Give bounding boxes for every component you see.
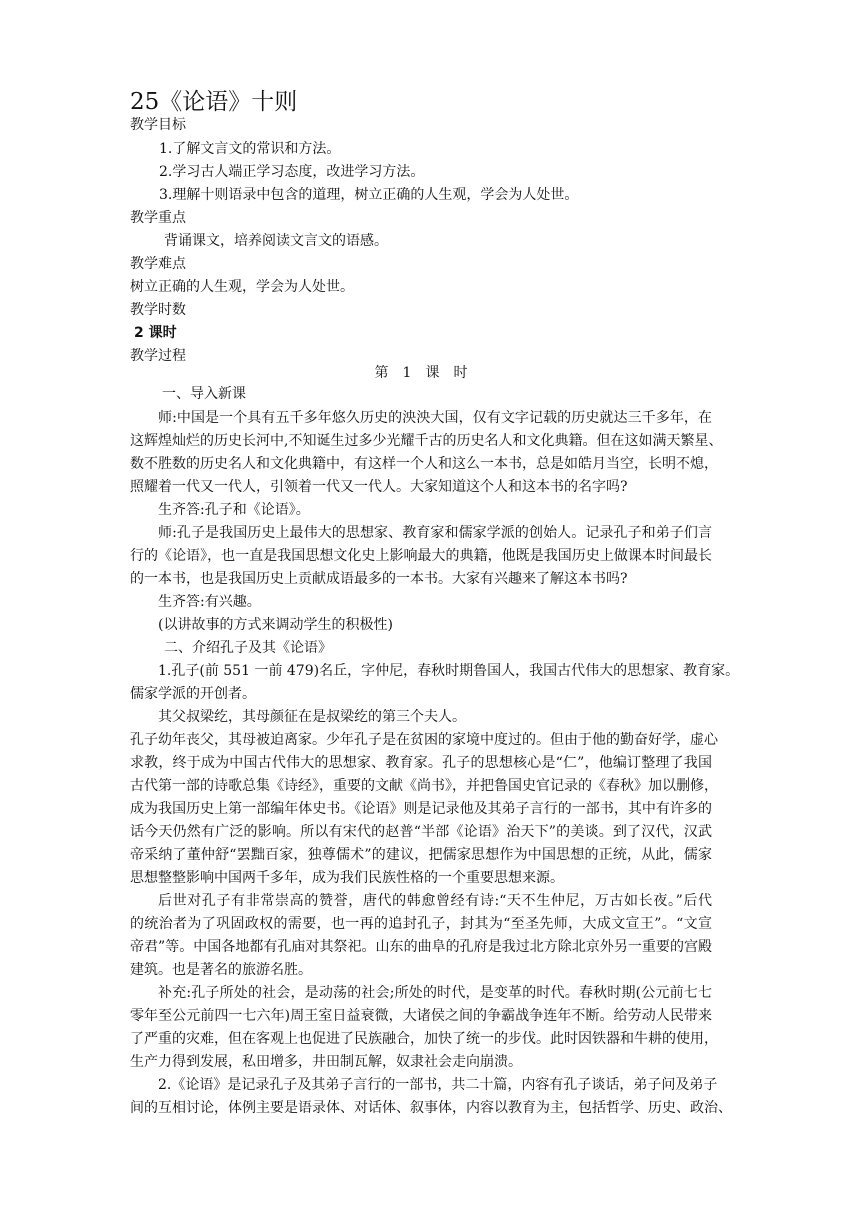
paragraph-line: 补充:孔子所处的社会，是动荡的社会;所处的时代，是变革的时代。春秋时期(公元前七七	[158, 985, 712, 1001]
paragraph-line: 古代第一部的诗歌总集《诗经》，重要的文献《尚书》，并把鲁国史官记录的《春秋》加以删修，	[130, 778, 718, 794]
paragraph-line: 求教，终于成为中国古代伟大的思想家、教育家。孔子的思想核心是“仁”，他编订整理了我国	[130, 755, 712, 771]
paragraph-line: 2.《论语》是记录孔子及其弟子言行的一部书，共二十篇，内容有孔子谈话，弟子问及弟子	[158, 1077, 718, 1093]
goal-item: 3.理解十则语录中包含的道理，树立正确的人生观，学会为人处世。	[159, 187, 579, 203]
paragraph-line: 成为我国历史上第一部编年体史书。《论语》则是记录他及其弟子言行的一部书，其中有许多的	[130, 801, 712, 817]
paragraph-line: 师:中国是一个具有五千多年悠久历史的泱泱大国，仅有文字记载的历史就达三千多年，在	[158, 410, 712, 426]
paragraph-line: 师:孔子是我国历史上最伟大的思想家、教育家和儒家学派的创始人。记录孔子和弟子们言	[158, 525, 712, 541]
paragraph-line: 数不胜数的历史名人和文化典籍中，有这样一个人和这么一本书，总是如皓月当空，长明不熄，	[130, 456, 718, 472]
paragraph-line: 话今天仍然有广泛的影响。所以有宋代的赵普“半部《论语》治天下”的美谈。到了汉代，汉武	[130, 824, 712, 840]
section-heading: 二、介绍孔子及其《论语》	[164, 640, 332, 656]
paragraph-line: 这辉煌灿烂的历史长河中,不知诞生过多少光耀千古的历史名人和文化典籍。但在这如满天繁星、	[130, 433, 723, 449]
focus-heading: 教学重点	[130, 210, 186, 226]
focus-text: 背诵课文，培养阅读文言文的语感。	[164, 233, 388, 249]
difficulty-text: 树立正确的人生观，学会为人处世。	[130, 279, 354, 295]
paragraph-line: 孔子幼年丧父，其母被迫离家。少年孔子是在贫困的家境中度过的。但由于他的勤奋好学，虚心	[130, 732, 718, 748]
paragraph-line: 建筑。也是著名的旅游名胜。	[130, 962, 312, 978]
paragraph-line: (以讲故事的方式来调动学生的积极性)	[158, 617, 393, 633]
goals-heading: 教学目标	[130, 117, 186, 133]
paragraph-line: 生产力得到发展，私田增多，井田制瓦解，奴隶社会走向崩溃。	[130, 1054, 522, 1070]
process-heading: 教学过程	[130, 348, 186, 364]
paragraph-line: 生齐答:孔子和《论语》。	[158, 502, 310, 518]
paragraph-line: 的一本书，也是我国历史上贡献成语最多的一本书。大家有兴趣来了解这本书吗?	[130, 571, 628, 587]
paragraph-line: 1.孔子(前 551 一前 479)名丘，字仲尼，春秋时期鲁国人，我国古代伟大的思想家、教育家。	[158, 663, 740, 679]
paragraph-line: 间的互相讨论，体例主要是语录体、对话体、叙事体，内容以教育为主，包括哲学、历史、政治、	[130, 1100, 732, 1116]
paragraph-line: 的统治者为了巩固政权的需要，也一再的追封孔子，封其为“至圣先师，大成文宣王”。“文宣	[130, 916, 712, 932]
section-heading: 一、导入新课	[162, 386, 246, 402]
paragraph-line: 后世对孔子有非常崇高的赞誉，唐代的韩愈曾经有诗:“天不生仲尼，万古如长夜。”后代	[158, 893, 712, 909]
doc-title: 25《论语》十则	[130, 89, 298, 115]
paragraph-line: 帝采纳了董仲舒“罢黜百家，独尊儒术”的建议，把儒家思想作为中国思想的正统，从此，儒家	[130, 847, 712, 863]
difficulty-heading: 教学难点	[130, 256, 186, 272]
goal-item: 1.了解文言文的常识和方法。	[159, 141, 341, 157]
paragraph-line: 照耀着一代又一代人，引领着一代又一代人。大家知道这个人和这本书的名字吗?	[130, 479, 628, 495]
paragraph-line: 了严重的灾难，但在客观上也促进了民族融合，加快了统一的步伐。此时因铁器和牛耕的使用，	[130, 1031, 718, 1047]
paragraph-line: 行的《论语》，也一直是我国思想文化史上影响最大的典籍，他既是我国历史上做课本时间最长	[130, 548, 712, 564]
paragraph-line: 零年至公元前四一七六年)周王室日益衰微，大诸侯之间的争霸战争连年不断。给劳动人民带来	[130, 1008, 712, 1024]
paragraph-line: 生齐答:有兴趣。	[158, 594, 261, 610]
paragraph-line: 儒家学派的开创者。	[130, 686, 256, 702]
goal-item: 2.学习古人端正学习态度，改进学习方法。	[159, 164, 425, 180]
paragraph-line: 思想整整影响中国两千多年，成为我们民族性格的一个重要思想来源。	[130, 870, 564, 886]
paragraph-line: 帝君”等。中国各地都有孔庙对其祭祀。山东的曲阜的孔府是我过北方除北京外另一重要的宫殿	[130, 939, 712, 955]
paragraph-line: 其父叔梁纥，其母颜征在是叔梁纥的第三个夫人。	[158, 709, 466, 725]
hours-text: 2 课时	[134, 325, 177, 341]
lesson-title: 第 1 课 时	[374, 365, 468, 381]
hours-heading: 教学时数	[130, 302, 186, 318]
